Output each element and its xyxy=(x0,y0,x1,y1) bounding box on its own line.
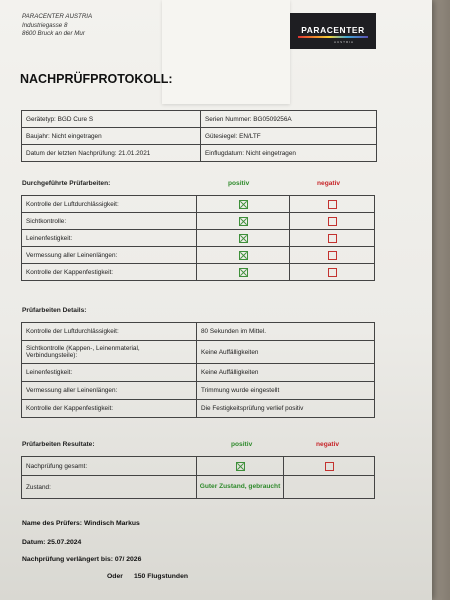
table-row xyxy=(22,196,375,213)
company-street: Industriegasse 8 xyxy=(22,21,68,29)
negative-checkbox[interactable] xyxy=(328,234,337,243)
detail-value: Die Festigkeitsprüfung verlief positiv xyxy=(197,400,375,418)
results-positive-header: positiv xyxy=(231,441,253,448)
table-row xyxy=(22,145,377,162)
extended-until: Nachprüfung verlängert bis: 07/ 2026 xyxy=(22,556,142,563)
checks-positive-header: positiv xyxy=(228,180,250,187)
detail-label: Leinenfestigkeit: xyxy=(22,364,197,382)
table-row xyxy=(22,264,375,281)
results-table xyxy=(21,456,375,499)
check-label: Sichtkontrolle: xyxy=(22,213,197,230)
detail-label: Kontrolle der Luftdurchlässigkeit: xyxy=(22,323,197,341)
positive-checkbox-checked[interactable] xyxy=(239,234,248,243)
negative-checkbox[interactable] xyxy=(328,251,337,260)
state-label: Zustand: xyxy=(22,476,197,499)
table-row xyxy=(22,247,375,264)
detail-label: Kontrolle der Kappenfestigkeit: xyxy=(22,400,197,418)
table-row xyxy=(22,111,377,128)
overall-label: Nachprüfung gesamt: xyxy=(22,457,197,476)
overall-negative-checkbox[interactable] xyxy=(325,462,334,471)
device-info-table xyxy=(21,110,377,162)
overall-positive-checkbox-checked[interactable] xyxy=(236,462,245,471)
last-inspection-date: Datum der letzten Nachprüfung: 21.01.2021 xyxy=(22,145,201,162)
company-name: PARACENTER AUSTRIA xyxy=(22,13,93,20)
build-year: Baujahr: Nicht eingetragen xyxy=(22,128,201,145)
flight-hours: 150 Flugstunden xyxy=(134,573,189,580)
device-type: Gerätetyp: BGD Cure S xyxy=(22,111,201,128)
check-label: Vermessung aller Leinenlängen: xyxy=(22,247,197,264)
check-label: Leinenfestigkeit: xyxy=(22,230,197,247)
checks-table xyxy=(21,195,375,281)
results-section-title: Prüfarbeiten Resultate: xyxy=(22,441,95,448)
company-address xyxy=(22,13,92,39)
document-title: NACHPRÜFPROTOKOLL: xyxy=(20,72,173,86)
table-row xyxy=(22,230,375,247)
details-section-title: Prüfarbeiten Details: xyxy=(22,307,87,314)
checks-negative-header: negativ xyxy=(317,180,341,187)
logo-rainbow-stripe xyxy=(298,36,368,38)
detail-value: Trimmung wurde eingestellt xyxy=(197,382,375,400)
detail-label: Vermessung aller Leinenlängen: xyxy=(22,382,197,400)
negative-checkbox[interactable] xyxy=(328,217,337,226)
inspector-name: Name des Prüfers: Windisch Markus xyxy=(22,520,140,527)
detail-label: Sichtkontrolle (Kappen-, Leinenmaterial, Verbindungsteile): xyxy=(22,341,197,364)
details-table xyxy=(21,322,375,418)
check-label: Kontrolle der Luftdurchlässigkeit: xyxy=(22,196,197,213)
table-row xyxy=(22,382,375,400)
table-row xyxy=(22,364,375,382)
table-row xyxy=(22,476,375,499)
or-label: Oder xyxy=(107,573,123,580)
table-row xyxy=(22,400,375,418)
positive-checkbox-checked[interactable] xyxy=(239,217,248,226)
check-label: Kontrolle der Kappenfestigkeit: xyxy=(22,264,197,281)
positive-checkbox-checked[interactable] xyxy=(239,200,248,209)
company-city: 8600 Bruck an der Mur xyxy=(22,30,85,38)
detail-value: Keine Auffälligkeiten xyxy=(197,341,375,364)
first-flight-date: Einflugdatum: Nicht eingetragen xyxy=(201,145,377,162)
sticky-note xyxy=(162,0,290,104)
logo-subtext: AUSTRIA xyxy=(334,40,355,44)
table-row xyxy=(22,457,375,476)
serial-number: Serien Nummer: BG0509256A xyxy=(201,111,377,128)
table-row xyxy=(22,341,375,364)
detail-value: 80 Sekunden im Mittel. xyxy=(197,323,375,341)
table-row xyxy=(22,323,375,341)
checks-section-title: Durchgeführte Prüfarbeiten: xyxy=(22,180,111,187)
paracenter-logo xyxy=(290,13,376,49)
quality-seal: Gütesiegel: EN/LTF xyxy=(201,128,377,145)
table-row xyxy=(22,128,377,145)
table-row xyxy=(22,213,375,230)
results-negative-header: negativ xyxy=(316,441,340,448)
positive-checkbox-checked[interactable] xyxy=(239,251,248,260)
inspection-date: Datum: 25.07.2024 xyxy=(22,539,82,546)
positive-checkbox-checked[interactable] xyxy=(239,268,248,277)
negative-checkbox[interactable] xyxy=(328,268,337,277)
state-value: Guter Zustand, gebraucht xyxy=(199,482,281,490)
logo-text: PARACENTER xyxy=(301,25,365,35)
negative-checkbox[interactable] xyxy=(328,200,337,209)
detail-value: Keine Auffälligkeiten xyxy=(197,364,375,382)
